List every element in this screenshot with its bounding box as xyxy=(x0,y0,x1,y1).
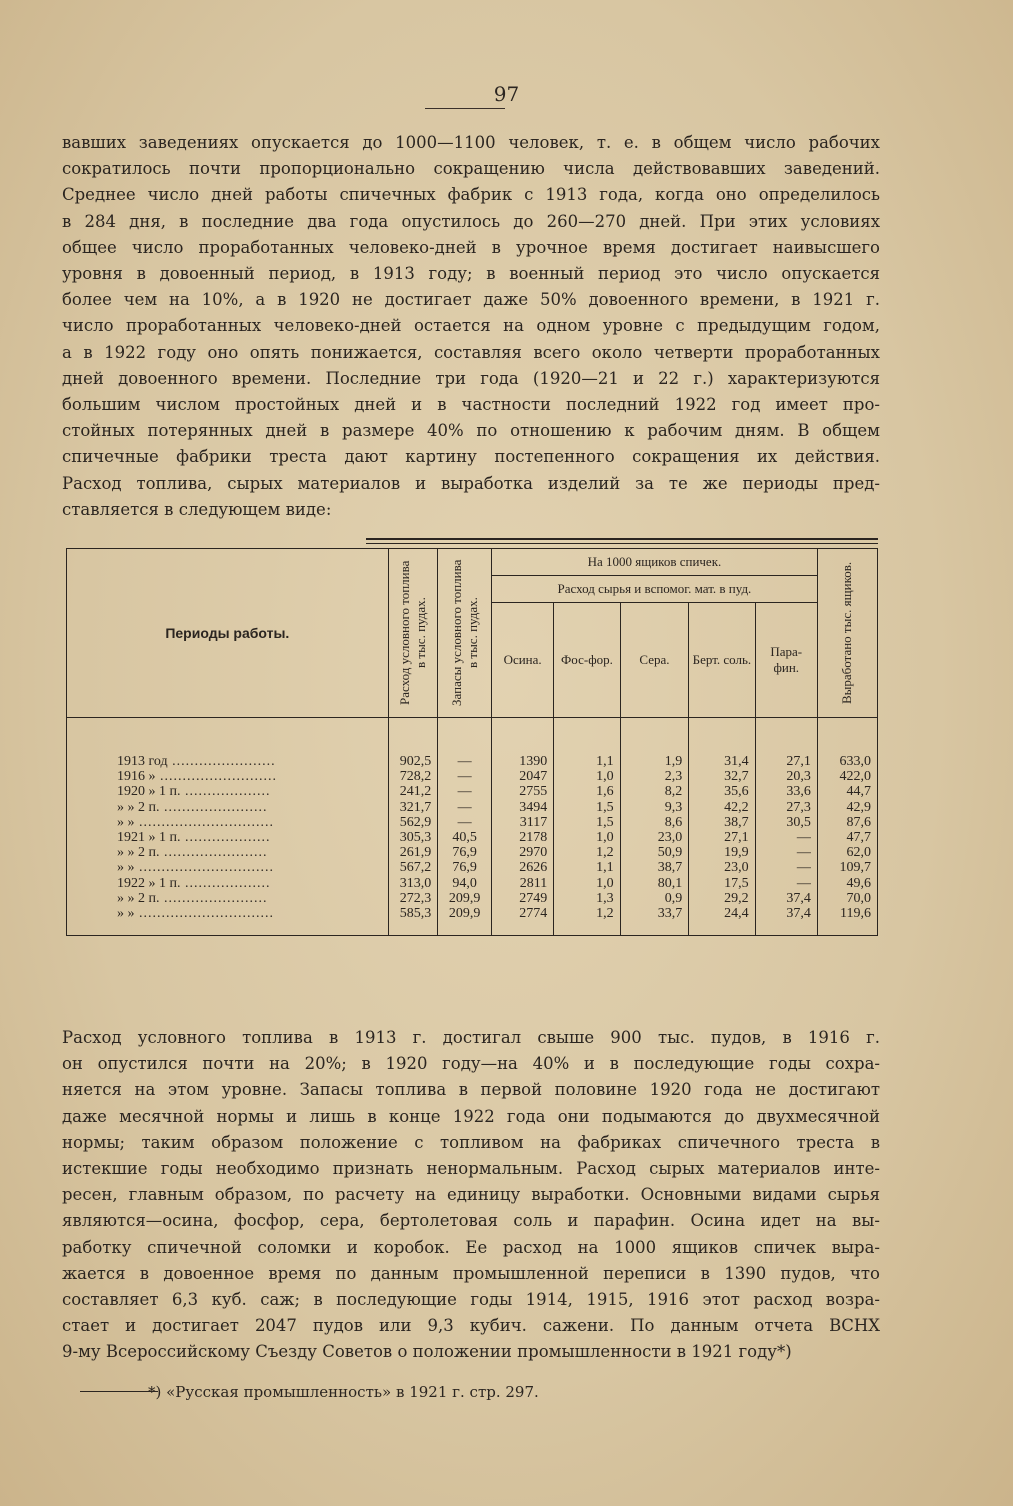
text-line: няется на этом уровне. Запасы топлива в первой половине 1920 года не достигают xyxy=(62,1080,880,1100)
text-line: Среднее число дней работы спичечных фабрик с 1913 года, когда оно определилось xyxy=(62,185,880,205)
table-row xyxy=(67,891,878,906)
phosphorus-cell: 1,2 xyxy=(554,906,620,936)
header-paraffin: Пара-фин. xyxy=(755,603,817,718)
text-line: стойных потерянных дней в размере 40% по отношению к рабочим дням. В общем xyxy=(62,421,880,441)
text-line: число проработанных человеко-дней остается на одном уровне с предыдущим годом, xyxy=(62,316,880,336)
text-line: истекшие годы необходимо признать ненормальным. Расход сырых материалов инте- xyxy=(62,1159,880,1179)
paraffin-cell: 33,6 xyxy=(755,784,817,799)
paraffin-cell: — xyxy=(755,860,817,875)
table-top-rule xyxy=(366,538,878,540)
table-row xyxy=(67,815,878,830)
period-label: 1913 год xyxy=(117,754,168,769)
berthollet-cell: 42,2 xyxy=(689,800,755,815)
text-line: вавших заведениях опускается до 1000—1100 человек, т. е. в общем число рабочих xyxy=(62,133,880,152)
footnote: *) «Русская промышленность» в 1921 г. стр. 297. xyxy=(148,1383,539,1401)
text-line: уровня в довоенный период, в 1913 году; в военный период это число опускается xyxy=(62,264,880,284)
table-row xyxy=(67,830,878,845)
period-cell xyxy=(67,769,389,784)
table-row xyxy=(67,845,878,860)
fuel-stock-cell: 76,9 xyxy=(438,845,492,860)
period-label: 1922 » 1 п. xyxy=(117,875,181,891)
leader-dots: ....................... xyxy=(159,845,268,861)
output-cell: 87,6 xyxy=(817,815,877,830)
fuel-consumption-cell: 241,2 xyxy=(388,784,438,799)
header-periods: Периоды работы. xyxy=(67,549,389,718)
fuel-stock-cell: — xyxy=(438,784,492,799)
fuel-consumption-cell: 305,3 xyxy=(388,830,438,845)
text-line: общее число проработанных человеко-дней в урочное время достигает наивысшего xyxy=(62,237,880,257)
output-cell: 44,7 xyxy=(817,784,877,799)
aspen-cell: 2178 xyxy=(492,830,554,845)
fuel-consumption-cell: 567,2 xyxy=(388,860,438,875)
paraffin-cell: 30,5 xyxy=(755,815,817,830)
leader-dots: ................... xyxy=(180,784,271,800)
aspen-cell: 2774 xyxy=(492,906,554,936)
berthollet-cell: 23,0 xyxy=(689,860,755,875)
sulfur-cell: 2,3 xyxy=(620,769,689,784)
table-row xyxy=(67,860,878,875)
leader-dots: ................... xyxy=(180,830,271,846)
text-line: дней довоенного времени. Последние три года (1920—21 и 22 г.) характеризуются xyxy=(62,368,880,388)
phosphorus-cell: 1,1 xyxy=(554,860,620,875)
fuel-consumption-cell: 585,3 xyxy=(388,906,438,936)
output-cell: 633,0 xyxy=(817,718,877,770)
aspen-cell: 2626 xyxy=(492,860,554,875)
header-phosphorus: Фос-фор. xyxy=(554,603,620,718)
header-aspen: Осина. xyxy=(492,603,554,718)
phosphorus-cell: 1,6 xyxy=(554,784,620,799)
output-cell: 49,6 xyxy=(817,876,877,891)
text-line: а в 1922 году оно опять понижается, составляя всего около четверти проработанных xyxy=(62,342,880,362)
paragraph-analysis xyxy=(62,1025,880,1366)
fuel-stock-cell: 209,9 xyxy=(438,891,492,906)
fuel-consumption-cell: 562,9 xyxy=(388,815,438,830)
phosphorus-cell: 1,0 xyxy=(554,769,620,784)
fuel-stock-cell: — xyxy=(438,769,492,784)
fuel-consumption-cell: 313,0 xyxy=(388,876,438,891)
berthollet-cell: 29,2 xyxy=(689,891,755,906)
period-label: » » xyxy=(117,906,135,922)
phosphorus-cell: 1,5 xyxy=(554,800,620,815)
berthollet-cell: 35,6 xyxy=(689,784,755,799)
table-row xyxy=(67,718,878,770)
text-line: даже месячной нормы и лишь в конце 1922 года они подымаются до двухмесячной xyxy=(62,1106,880,1126)
sulfur-cell: 0,9 xyxy=(620,891,689,906)
sulfur-cell: 8,2 xyxy=(620,784,689,799)
output-cell: 70,0 xyxy=(817,891,877,906)
phosphorus-cell: 1,0 xyxy=(554,876,620,891)
sulfur-cell: 38,7 xyxy=(620,860,689,875)
page-number: 97 xyxy=(493,82,520,106)
text-line: Расход условного топлива в 1913 г. достигал свыше 900 тыс. пудов, в 1916 г. xyxy=(62,1028,880,1047)
text-line: сократилось почти пропорционально сокращению числа действовавших заведений. xyxy=(62,159,880,179)
period-label: 1920 » 1 п. xyxy=(117,784,181,800)
paraffin-cell: — xyxy=(755,876,817,891)
fuel-stock-cell: — xyxy=(438,815,492,830)
period-cell xyxy=(67,906,389,936)
leader-dots: .............................. xyxy=(134,906,274,922)
period-label: 1921 » 1 п. xyxy=(117,830,181,846)
table-row xyxy=(67,784,878,799)
berthollet-cell: 27,1 xyxy=(689,830,755,845)
text-line: составляет 6,3 куб. саж; в последующие годы 1914, 1915, 1916 этот расход возра- xyxy=(62,1290,880,1310)
text-line: жается в довоенное время по данным промышленной переписи в 1390 пудов, что xyxy=(62,1263,880,1283)
sulfur-cell: 80,1 xyxy=(620,876,689,891)
sulfur-cell: 8,6 xyxy=(620,815,689,830)
statistics-table-wrap xyxy=(66,548,878,1003)
footnote-rule xyxy=(80,1391,158,1392)
header-sulfur: Сера. xyxy=(620,603,689,718)
period-label: » » 2 п. xyxy=(117,845,160,861)
sulfur-cell: 1,9 xyxy=(620,718,689,770)
fuel-consumption-cell: 321,7 xyxy=(388,800,438,815)
fuel-stock-cell: 94,0 xyxy=(438,876,492,891)
period-cell xyxy=(67,860,389,875)
aspen-cell: 2970 xyxy=(492,845,554,860)
table-row xyxy=(67,876,878,891)
period-cell xyxy=(67,784,389,799)
aspen-cell: 2749 xyxy=(492,891,554,906)
leader-dots: ....................... xyxy=(167,754,276,769)
text-line: ставляется в следующем виде: xyxy=(62,499,332,519)
aspen-cell: 2047 xyxy=(492,769,554,784)
leader-dots: ................... xyxy=(180,875,271,891)
aspen-cell: 1390 xyxy=(492,718,554,770)
fuel-consumption-cell: 902,5 xyxy=(388,718,438,770)
sulfur-cell: 9,3 xyxy=(620,800,689,815)
text-line: Расход топлива, сырых материалов и выработка изделий за те же периоды пред- xyxy=(62,473,880,493)
statistics-table xyxy=(66,548,878,936)
phosphorus-cell: 1,3 xyxy=(554,891,620,906)
period-cell xyxy=(67,815,389,830)
period-label: » » 2 п. xyxy=(117,799,160,815)
phosphorus-cell: 1,1 xyxy=(554,718,620,770)
aspen-cell: 2811 xyxy=(492,876,554,891)
berthollet-cell: 17,5 xyxy=(689,876,755,891)
text-line: работку спичечной соломки и коробок. Ее расход на 1000 ящиков спичек выра- xyxy=(62,1237,880,1257)
text-line: нормы; таким образом положение с топливом на фабриках спичечного треста в xyxy=(62,1132,880,1152)
paraffin-cell: 27,1 xyxy=(755,718,817,770)
berthollet-cell: 38,7 xyxy=(689,815,755,830)
header-fuel-stock: Запасы условного топлива в тыс. пудах. xyxy=(438,549,492,718)
fuel-consumption-cell: 728,2 xyxy=(388,769,438,784)
table-top-rule-thin xyxy=(366,543,878,544)
paraffin-cell: 27,3 xyxy=(755,800,817,815)
period-cell xyxy=(67,876,389,891)
text-line: более чем на 10%, а в 1920 не достигает даже 50% довоенного времени, в 1921 г. xyxy=(62,290,880,310)
period-label: 1916 » xyxy=(117,769,156,785)
paragraph-intro xyxy=(62,130,880,523)
fuel-consumption-cell: 272,3 xyxy=(388,891,438,906)
sulfur-cell: 33,7 xyxy=(620,906,689,936)
fuel-stock-cell: — xyxy=(438,718,492,770)
leader-dots: .......................... xyxy=(155,769,277,785)
period-label: » » xyxy=(117,860,135,876)
output-cell: 47,7 xyxy=(817,830,877,845)
berthollet-cell: 19,9 xyxy=(689,845,755,860)
period-cell xyxy=(67,830,389,845)
period-cell xyxy=(67,718,389,770)
leader-dots: ....................... xyxy=(159,890,268,906)
sulfur-cell: 50,9 xyxy=(620,845,689,860)
fuel-consumption-cell: 261,9 xyxy=(388,845,438,860)
aspen-cell: 3494 xyxy=(492,800,554,815)
fuel-stock-cell: 209,9 xyxy=(438,906,492,936)
header-output: Выработано тыс. ящиков. xyxy=(817,549,877,718)
aspen-cell: 3117 xyxy=(492,815,554,830)
fuel-stock-cell: 40,5 xyxy=(438,830,492,845)
period-label: » » 2 п. xyxy=(117,890,160,906)
output-cell: 109,7 xyxy=(817,860,877,875)
period-cell xyxy=(67,845,389,860)
paraffin-cell: — xyxy=(755,845,817,860)
paraffin-cell: — xyxy=(755,830,817,845)
text-line: спичечные фабрики треста дают картину постепенного сокращения их действия. xyxy=(62,447,880,467)
period-cell xyxy=(67,891,389,906)
header-per-1000: На 1000 ящиков спичек. xyxy=(492,549,818,576)
output-cell: 62,0 xyxy=(817,845,877,860)
berthollet-cell: 24,4 xyxy=(689,906,755,936)
period-label: » » xyxy=(117,814,135,830)
table-row xyxy=(67,800,878,815)
leader-dots: .............................. xyxy=(134,860,274,876)
text-line: 9-му Всероссийскому Съезду Советов о положении промышленности в 1921 году*) xyxy=(62,1342,792,1362)
header-raw-materials: Расход сырья и вспомог. мат. в пуд. xyxy=(492,576,818,603)
table-row xyxy=(67,906,878,936)
fuel-stock-cell: — xyxy=(438,800,492,815)
table-row xyxy=(67,769,878,784)
phosphorus-cell: 1,2 xyxy=(554,845,620,860)
output-cell: 119,6 xyxy=(817,906,877,936)
paraffin-cell: 37,4 xyxy=(755,906,817,936)
leader-dots: .............................. xyxy=(134,814,274,830)
output-cell: 42,9 xyxy=(817,800,877,815)
header-berthollet: Берт. соль. xyxy=(689,603,755,718)
phosphorus-cell: 1,5 xyxy=(554,815,620,830)
fuel-stock-cell: 76,9 xyxy=(438,860,492,875)
paraffin-cell: 20,3 xyxy=(755,769,817,784)
output-cell: 422,0 xyxy=(817,769,877,784)
text-line: стает и достигает 2047 пудов или 9,3 кубич. сажени. По данным отчета ВСНХ xyxy=(62,1316,880,1336)
sulfur-cell: 23,0 xyxy=(620,830,689,845)
page-number-rule xyxy=(425,108,505,109)
text-line: он опустился почти на 20%; в 1920 году—на 40% и в последующие годы сохра- xyxy=(62,1054,880,1074)
leader-dots: ....................... xyxy=(159,799,268,815)
berthollet-cell: 31,4 xyxy=(689,718,755,770)
text-line: большим числом простойных дней и в частности последний 1922 год имеет про- xyxy=(62,395,880,415)
text-line: являются—осина, фосфор, сера, бертолетовая соль и парафин. Осина идет на вы- xyxy=(62,1211,880,1231)
aspen-cell: 2755 xyxy=(492,784,554,799)
text-line: в 284 дня, в последние два года опустилось до 260—270 дней. При этих условиях xyxy=(62,211,880,231)
header-fuel-consumption: Расход условного топлива в тыс. пудах. xyxy=(388,549,438,718)
paraffin-cell: 37,4 xyxy=(755,891,817,906)
berthollet-cell: 32,7 xyxy=(689,769,755,784)
text-line: ресен, главным образом, по расчету на единицу выработки. Основными видами сырья xyxy=(62,1185,880,1205)
phosphorus-cell: 1,0 xyxy=(554,830,620,845)
period-cell xyxy=(67,800,389,815)
